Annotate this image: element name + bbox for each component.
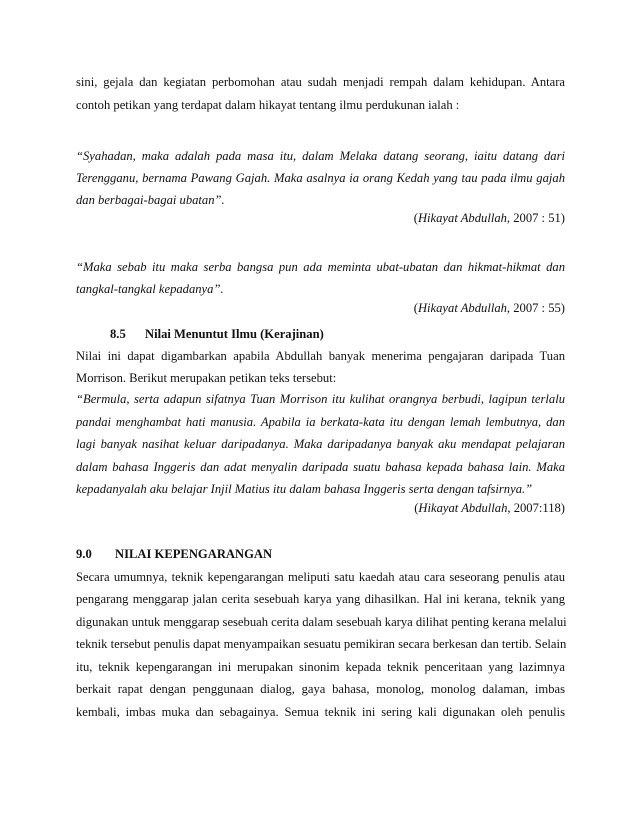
section-9-0-line-2: pengarang menggarap jalan cerita sesebuah karya yang dihasilkan. Hal ini kerana, teknik yang [76, 592, 565, 606]
section-9-0-line-7: kembali, imbas muka dan sebagainya. Semua teknik ini sering kali digunakan oleh penulis [76, 705, 565, 719]
section-8-5-title: Nilai Menuntut Ilmu (Kerajinan) [145, 327, 324, 341]
section-8-5-quote-line-4: dalam bahasa Inggeris dan adat menyalin daripada suatu bahasa kepada bahasa lain. Maka [76, 460, 565, 474]
document-page [76, 0, 565, 826]
quote2-line-1: “Maka sebab itu maka serba bangsa pun ada meminta ubat-ubatan dan hikmat-hikmat dan [76, 260, 565, 274]
quote2-line-2: tangkal-tangkal kepadanya”. [76, 282, 224, 296]
section-9-0-line-1: Secara umumnya, teknik kepengarangan meliputi satu kaedah atau cara seseorang penulis atau [76, 570, 565, 584]
section-9-0-number: 9.0 [76, 547, 92, 561]
section-9-0-line-6: berkait rapat dengan penggunaan dialog, gaya bahasa, monolog, monolog dalaman, imbas [76, 682, 565, 696]
section-9-0-title: NILAI KEPENGARANGAN [115, 547, 273, 561]
intro-line-2: contoh petikan yang terdapat dalam hikayat tentang ilmu perdukunan ialah : [76, 98, 460, 112]
section-9-0-line-3: digunakan untuk menggarap sesebuah cerita dalam sesebuah karya dilihat penting kerana melalui [76, 615, 567, 629]
quote1-citation: (Hikayat Abdullah, 2007 : 51) [413, 211, 565, 225]
section-9-0-line-4: teknik tersebut penulis dapat menyampaikan sesuatu pemikiran secara berkesan dan tertib. Selain [76, 637, 567, 651]
section-8-5-quote-line-5: kepadanyalah aku belajar Injil Matius itu dalam bahasa Inggeris serta dengan tafsirnya.” [76, 482, 533, 496]
section-8-5-quote-line-3: lagi banyak nasihat keluar daripadanya. Maka daripadanya banyak aku mendapat pelajaran [76, 437, 565, 451]
section-8-5-quote-line-2: pandai menghambat hati manusia. Apabila ia berkata-kata itu dengan lemah lembutnya, dan [76, 415, 565, 429]
quote1-line-1: “Syahadan, maka adalah pada masa itu, dalam Melaka datang seorang, iaitu datang dari [76, 149, 565, 163]
section-8-5-line-2: Morrison. Berikut merupakan petikan teks tersebut: [76, 371, 337, 385]
quote1-line-2: Terengganu, bernama Pawang Gajah. Maka asalnya ia orang Kedah yang tau pada ilmu gajah [76, 171, 565, 185]
section-8-5-number: 8.5 [110, 327, 126, 341]
quote2-citation: (Hikayat Abdullah, 2007 : 55) [413, 301, 565, 315]
quote1-line-3: dan berbagai-bagai ubatan”. [76, 193, 225, 207]
section-9-0-heading [76, 546, 565, 562]
section-8-5-quote-line-1: “Bermula, serta adapun sifatnya Tuan Morrison itu kulihat orangnya berbudi, lagipun terlalu [76, 392, 565, 406]
section-8-5-heading [76, 326, 565, 342]
section-8-5-line-1: Nilai ini dapat digambarkan apabila Abdullah banyak menerima pengajaran daripada Tuan [76, 349, 565, 363]
intro-line-1: sini, gejala dan kegiatan perbomohan atau sudah menjadi rempah dalam kehidupan. Antara [76, 75, 565, 89]
section-8-5-citation: (Hikayat Abdullah, 2007:118) [414, 501, 565, 515]
section-9-0-line-5: itu, teknik kepengarangan ini merupakan sinonim kepada teknik penceritaan yang lazimnya [76, 660, 565, 674]
